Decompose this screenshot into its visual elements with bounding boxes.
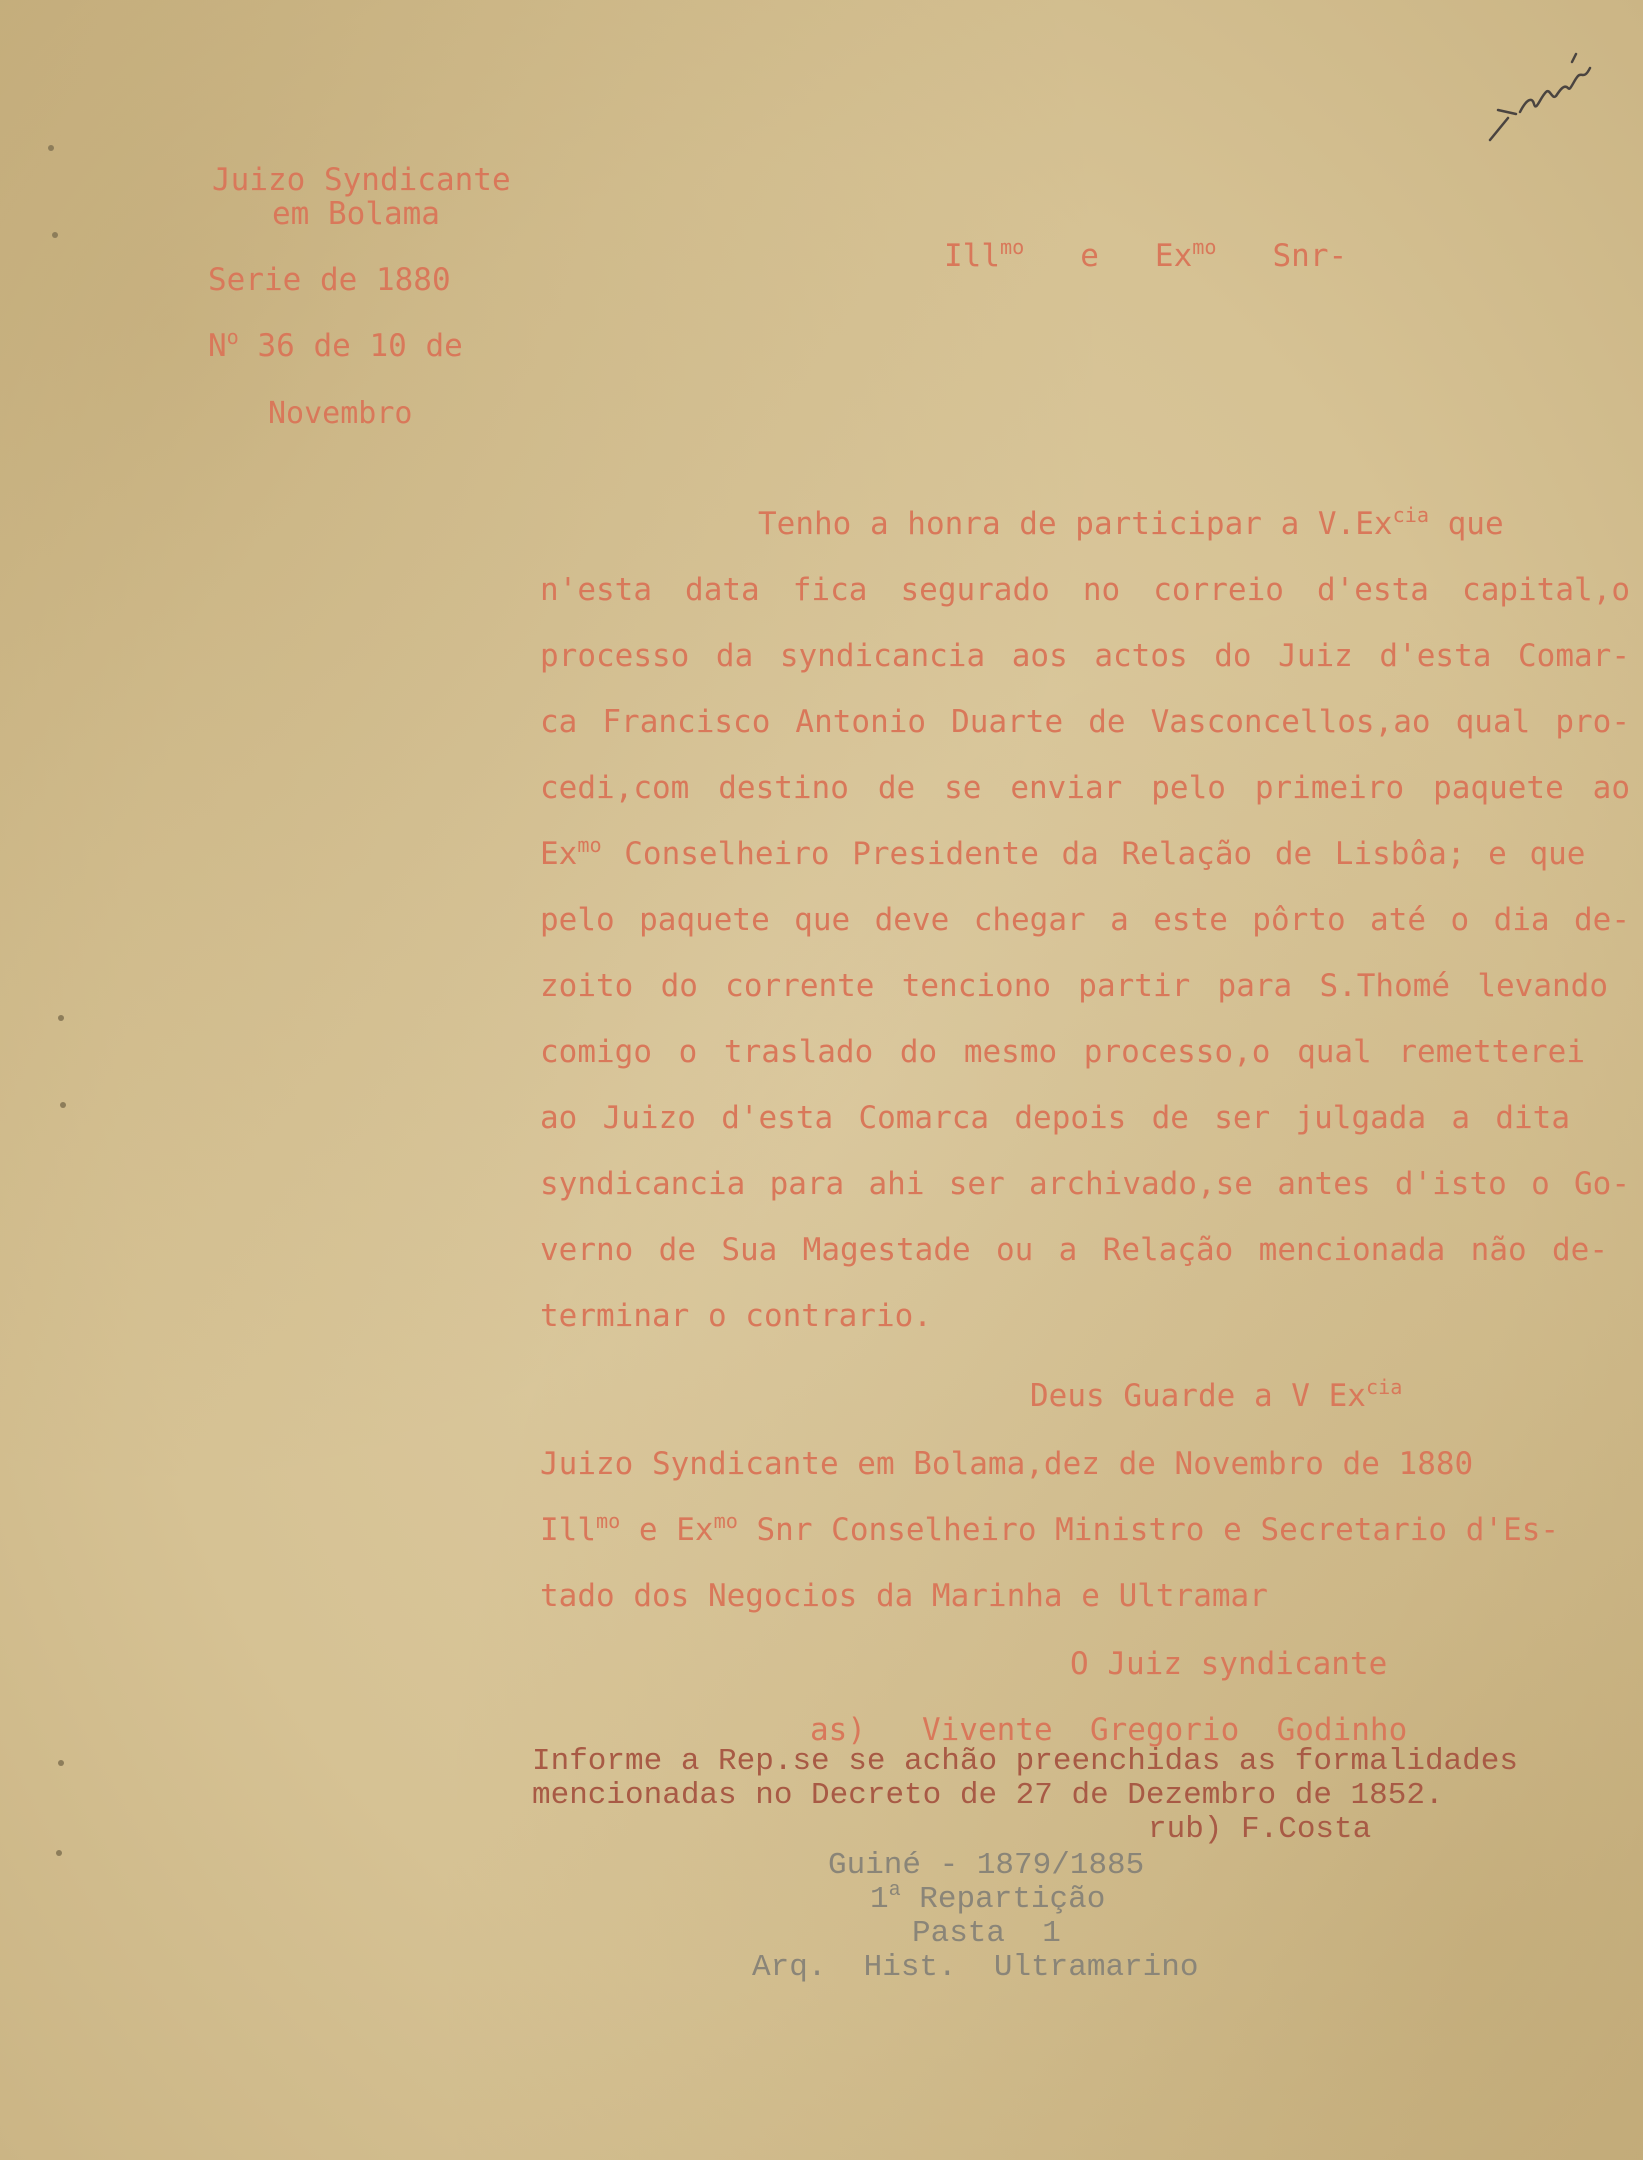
court-location: em Bolama [272, 196, 440, 232]
body-line: comigo o traslado do mesmo processo,o qual remetterei [540, 1034, 1585, 1070]
court-name: Juizo Syndicante [212, 162, 511, 198]
archive-name: Arq. Hist. Ultramarino [752, 1950, 1199, 1985]
body-line: cedi,com destino de se enviar pelo primeiro paquete ao [540, 770, 1630, 806]
body-line: Tenho a honra de participar a $V.Ex^{cia}$ que [758, 502, 1504, 542]
salutation: Ill$^{mo}$ e $Ex^{mo}$ Snr- [944, 234, 1348, 274]
punch-mark [52, 232, 58, 238]
series-line: Serie de 1880 [208, 262, 451, 298]
body-line: processo da syndicancia aos actos do Juiz d'esta Comar- [540, 638, 1630, 674]
addressee-line: Ill$^{mo}$ e $Ex^{mo}$ Snr Conselheiro Ministro e Secretario d'Es- [540, 1508, 1560, 1548]
place-and-date: Juizo Syndicante em Bolama,dez de Novembro de 1880 [540, 1446, 1474, 1482]
instruction-line: Informe a Rep.se se achão preenchidas as formalidades [532, 1744, 1518, 1779]
punch-mark [60, 1102, 66, 1108]
body-line: $Ex^{mo}$ Conselheiro Presidente da Relação de Lisbôa; e que [540, 832, 1586, 872]
body-line: terminar o contrario. [540, 1298, 932, 1334]
body-line: n'esta data fica segurado no correio d'esta capital,o [540, 572, 1630, 608]
body-line: zoito do corrente tenciono partir para S.Thomé levando [540, 968, 1608, 1004]
document-number: $N^o$ 36 de 10 de [208, 324, 463, 364]
archive-department: 1$^a$ Repartição [870, 1878, 1106, 1917]
handwritten-signature-mark [1480, 40, 1610, 160]
closing-formula: Deus Guarde a V $Ex^{cia}$ [1030, 1374, 1403, 1414]
instruction-line: mencionadas no Decreto de 27 de Dezembro de 1852. [532, 1778, 1444, 1813]
body-line: pelo paquete que deve chegar a este pôrto até o dia de- [540, 902, 1630, 938]
archive-folder: Pasta 1 [912, 1916, 1061, 1951]
document-month: Novembro [268, 396, 413, 431]
body-line: ao Juizo d'esta Comarca depois de ser julgada a dita [540, 1100, 1570, 1136]
addressee-line: tado dos Negocios da Marinha e Ultramar [540, 1578, 1268, 1614]
body-line: syndicancia para ahi ser archivado,se antes d'isto o Go- [540, 1166, 1630, 1202]
body-line: ca Francisco Antonio Duarte de Vasconcellos,ao qual pro- [540, 704, 1630, 740]
body-line: verno de Sua Magestade ou a Relação mencionada não de- [540, 1232, 1608, 1268]
punch-mark [58, 1015, 64, 1021]
signer-name: as) Vivente Gregorio Godinho [810, 1712, 1408, 1748]
signer-role: O Juiz syndicante [1070, 1646, 1388, 1682]
archive-reference: Guiné - 1879/1885 [828, 1848, 1145, 1883]
instruction-signature: rub) F.Costa [1148, 1812, 1372, 1847]
punch-mark [56, 1850, 62, 1856]
punch-mark [48, 145, 54, 151]
punch-mark [58, 1760, 64, 1766]
